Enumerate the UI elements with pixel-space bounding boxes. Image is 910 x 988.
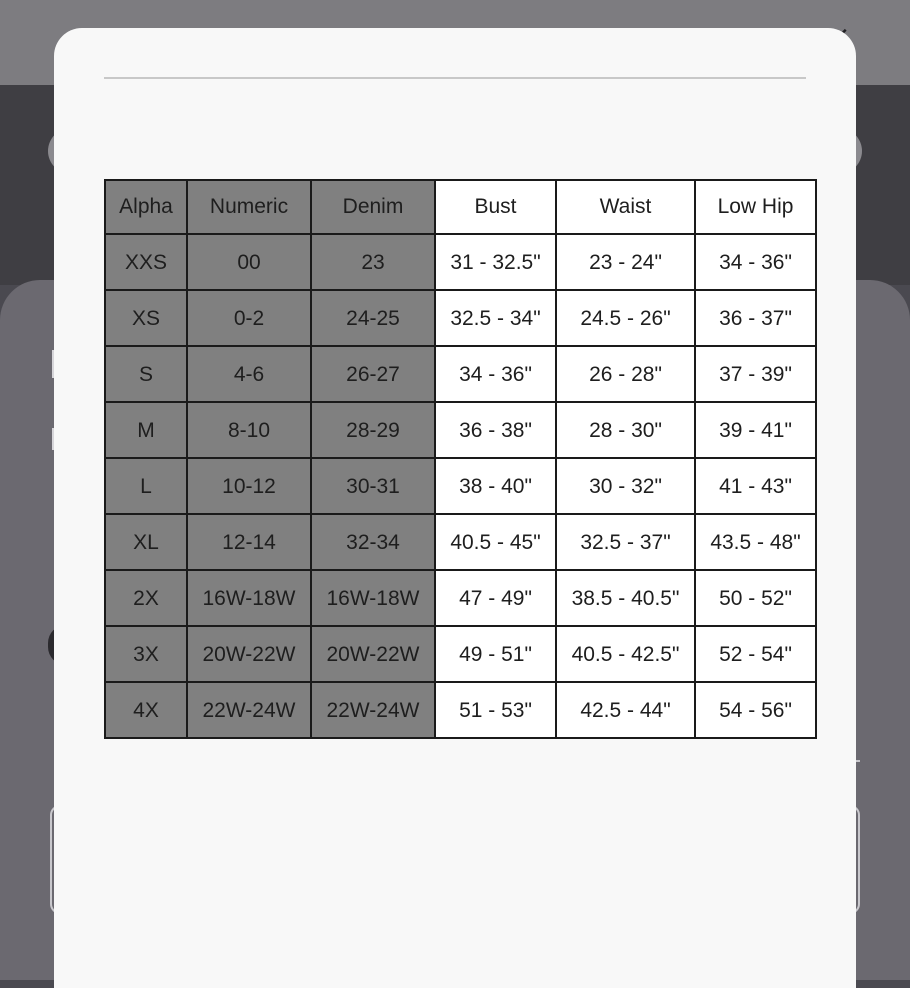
cell-bust: 51 - 53" [435, 682, 556, 738]
cell-low-hip: 37 - 39" [695, 346, 816, 402]
modal-divider [104, 77, 806, 79]
header-numeric: Numeric [187, 180, 311, 234]
cell-denim: 28-29 [311, 402, 435, 458]
table-header-row [105, 180, 816, 234]
table-row [105, 290, 816, 346]
cell-low-hip: 41 - 43" [695, 458, 816, 514]
cell-alpha: M [105, 402, 187, 458]
cell-numeric: 00 [187, 234, 311, 290]
cell-bust: 40.5 - 45" [435, 514, 556, 570]
cell-alpha: 2X [105, 570, 187, 626]
cell-denim: 24-25 [311, 290, 435, 346]
cell-denim: 16W-18W [311, 570, 435, 626]
table-row [105, 570, 816, 626]
cell-bust: 31 - 32.5" [435, 234, 556, 290]
cell-waist: 23 - 24" [556, 234, 695, 290]
size-chart-modal [54, 28, 856, 988]
cell-low-hip: 54 - 56" [695, 682, 816, 738]
cell-waist: 32.5 - 37" [556, 514, 695, 570]
cell-numeric: 8-10 [187, 402, 311, 458]
cell-bust: 36 - 38" [435, 402, 556, 458]
cell-waist: 26 - 28" [556, 346, 695, 402]
cell-alpha: XXS [105, 234, 187, 290]
cell-numeric: 10-12 [187, 458, 311, 514]
cell-numeric: 4-6 [187, 346, 311, 402]
cell-low-hip: 34 - 36" [695, 234, 816, 290]
table-row [105, 514, 816, 570]
cell-low-hip: 39 - 41" [695, 402, 816, 458]
cell-numeric: 20W-22W [187, 626, 311, 682]
cell-numeric: 22W-24W [187, 682, 311, 738]
cell-denim: 23 [311, 234, 435, 290]
cell-low-hip: 50 - 52" [695, 570, 816, 626]
cell-waist: 24.5 - 26" [556, 290, 695, 346]
size-chart-table [104, 179, 817, 739]
cell-bust: 38 - 40" [435, 458, 556, 514]
cell-alpha: L [105, 458, 187, 514]
cell-waist: 38.5 - 40.5" [556, 570, 695, 626]
cell-numeric: 12-14 [187, 514, 311, 570]
cell-bust: 49 - 51" [435, 626, 556, 682]
table-row [105, 626, 816, 682]
cell-denim: 32-34 [311, 514, 435, 570]
cell-denim: 26-27 [311, 346, 435, 402]
cell-denim: 20W-22W [311, 626, 435, 682]
cell-denim: 30-31 [311, 458, 435, 514]
cell-denim: 22W-24W [311, 682, 435, 738]
table-row [105, 234, 816, 290]
cell-bust: 34 - 36" [435, 346, 556, 402]
cell-alpha: 3X [105, 626, 187, 682]
cell-bust: 47 - 49" [435, 570, 556, 626]
cell-low-hip: 43.5 - 48" [695, 514, 816, 570]
cell-alpha: XL [105, 514, 187, 570]
cell-low-hip: 36 - 37" [695, 290, 816, 346]
cell-waist: 42.5 - 44" [556, 682, 695, 738]
header-alpha: Alpha [105, 180, 187, 234]
cell-alpha: XS [105, 290, 187, 346]
header-bust: Bust [435, 180, 556, 234]
header-waist: Waist [556, 180, 695, 234]
cell-waist: 40.5 - 42.5" [556, 626, 695, 682]
cell-alpha: S [105, 346, 187, 402]
table-row [105, 682, 816, 738]
table-row [105, 458, 816, 514]
table-row [105, 346, 816, 402]
cell-numeric: 0-2 [187, 290, 311, 346]
cell-numeric: 16W-18W [187, 570, 311, 626]
cell-bust: 32.5 - 34" [435, 290, 556, 346]
cell-waist: 28 - 30" [556, 402, 695, 458]
cell-waist: 30 - 32" [556, 458, 695, 514]
table-row [105, 402, 816, 458]
header-denim: Denim [311, 180, 435, 234]
cell-alpha: 4X [105, 682, 187, 738]
cell-low-hip: 52 - 54" [695, 626, 816, 682]
header-low-hip: Low Hip [695, 180, 816, 234]
